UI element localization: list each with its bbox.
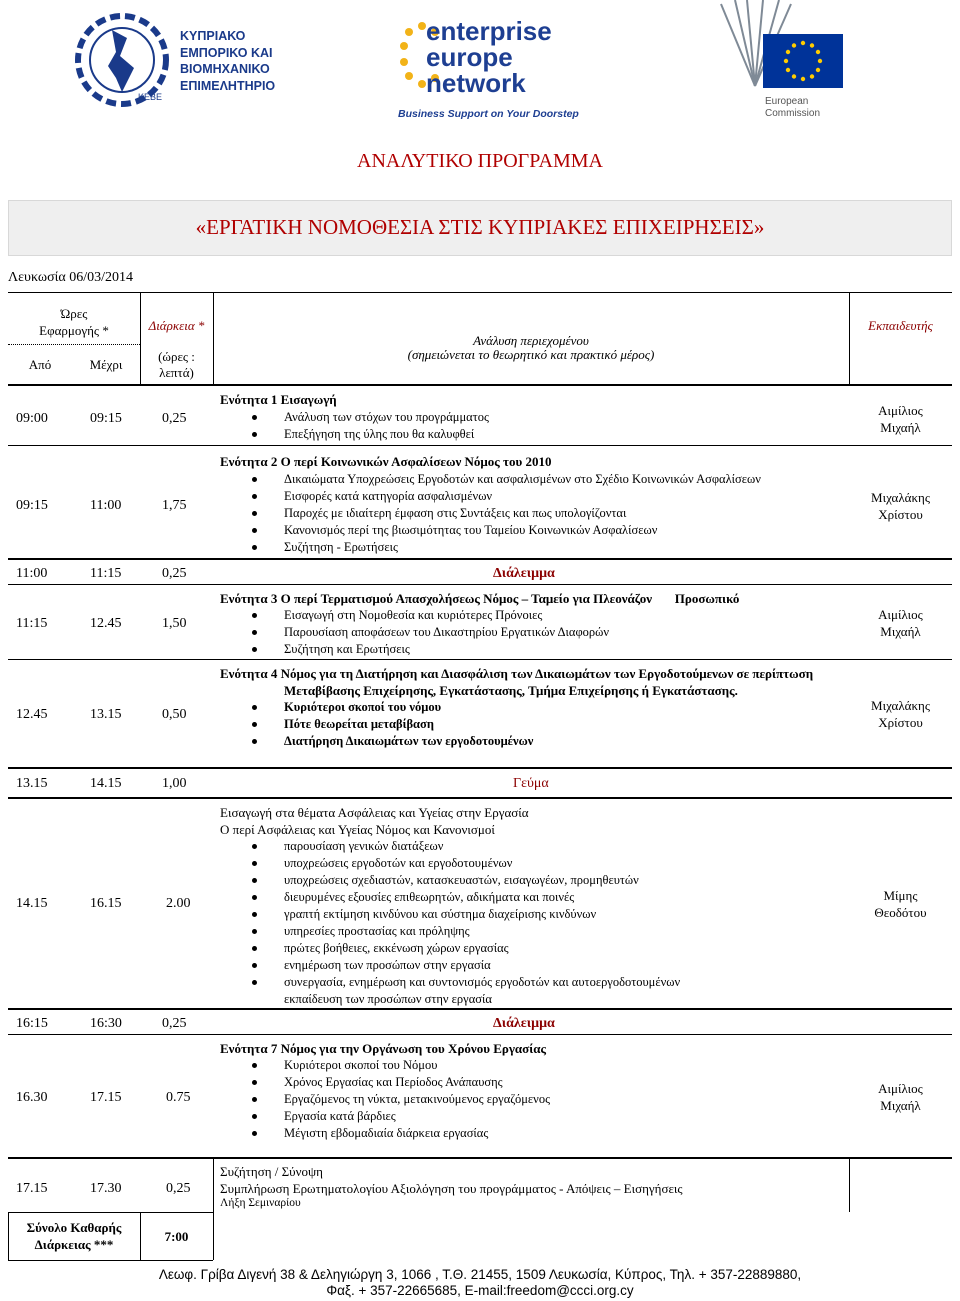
- row-duration: 0,25: [162, 1016, 187, 1031]
- duration-unit-2: λεπτά): [159, 365, 194, 380]
- row-items: [220, 471, 761, 556]
- row-line: Λήξη Σεμιναρίου: [220, 1197, 301, 1209]
- trainer-name: Χρίστου: [878, 715, 923, 730]
- content-header: Ανάλυση περιεχομένου: [473, 333, 589, 348]
- footer-address: Λεωφ. Γρίβα Διγενή 38 & Δεληγιώργη 3, 1066 , Τ.Θ. 21455, 1509 Λευκωσία, Κύπρος, Τηλ. + 357-22889880,: [158, 1267, 802, 1282]
- total-label-cont: Διάρκειας ***: [34, 1237, 114, 1252]
- row-from: 14.15: [16, 896, 48, 911]
- row-line: Συζήτηση / Σύνοψη: [220, 1164, 323, 1179]
- row-items: [220, 607, 609, 658]
- trainer-name: Χρίστου: [878, 507, 923, 522]
- row-duration: 0.75: [166, 1090, 191, 1105]
- row-to: 16.15: [90, 896, 122, 911]
- cci-logo: [72, 8, 312, 112]
- cci-name-line: ΒΙΟΜΗΧΑΝΙΚΟ: [180, 62, 270, 76]
- row-from: 11:00: [16, 566, 48, 581]
- list-item: υπηρεσίες προστασίας και πρόληψης: [220, 923, 680, 940]
- row-heading: Ενότητα 4 Νόμος για τη Διατήρηση και Διασφάλιση των Δικαιωμάτων των Εργοδοτούμενων σε περίπτωση: [220, 666, 814, 681]
- total-label: Σύνολο Καθαρής: [26, 1220, 122, 1235]
- row-duration: 0,50: [162, 707, 187, 722]
- application-header: Εφαρμογής *: [39, 323, 109, 338]
- row-duration: 0,25: [162, 411, 187, 426]
- row-items: [220, 699, 533, 750]
- row-heading-cont: Ο περί Ασφάλειας και Υγείας Νόμος και Κανονισμοί: [220, 822, 495, 837]
- row-line: Συμπλήρωση Ερωτηματολογίου Αξιολόγηση του προγράμματος - Απόψεις – Εισηγήσεις: [220, 1181, 683, 1196]
- list-item: διευρυμένες εξουσίες επιθεωρητών, αδικήματα και ποινές: [220, 889, 680, 906]
- row-heading-cont: Μεταβίβασης Επιχείρησης, Εγκατάστασης, Τμήμα Επιχείρησης ή Εγκατάστασης.: [284, 683, 738, 698]
- een-logo: [398, 12, 579, 130]
- break-label: Διάλειμμα: [493, 1016, 555, 1031]
- trainer-name: Αιμίλιος: [878, 403, 923, 418]
- list-item: Εισφορές κατά κατηγορία ασφαλισμένων: [220, 488, 761, 505]
- row-from: 09:15: [16, 498, 48, 513]
- row-from: 09:00: [16, 411, 48, 426]
- page-subtitle: «ΕΡΓΑΤΙΚΗ ΝΟΜΟΘΕΣΙΑ ΣΤΙΣ ΚΥΠΡΙΑΚΕΣ ΕΠΙΧΕΙΡΗΣΕΙΣ»: [195, 215, 765, 239]
- row-from: 16.30: [16, 1090, 48, 1105]
- row-duration: 1,00: [162, 776, 187, 791]
- trainer-name: Μιχαήλ: [880, 624, 921, 639]
- total-value: 7:00: [164, 1229, 189, 1244]
- ec-logo: [715, 0, 880, 126]
- row-heading: Ενότητα 2 Ο περί Κοινωνικών Ασφαλίσεων Νόμος του 2010: [220, 454, 552, 469]
- row-to: 12.45: [90, 616, 122, 631]
- row-to: 17.15: [90, 1090, 122, 1105]
- trainer-name: Μιχαλάκης: [871, 698, 930, 713]
- trainer-name: Αιμίλιος: [878, 607, 923, 622]
- row-heading: Ενότητα 7 Νόμος για την Οργάνωση του Χρόνου Εργασίας: [220, 1041, 547, 1056]
- list-item: Επεξήγηση της ύλης που θα καλυφθεί: [220, 426, 489, 443]
- content-header-note: (σημειώνεται το θεωρητικό και πρακτικό μέρος): [407, 347, 655, 362]
- trainer-name: Θεοδότου: [874, 905, 927, 920]
- list-item: Εισαγωγή στη Νομοθεσία και κυριότερες Πρόνοιες: [220, 607, 609, 624]
- list-item: Χρόνος Εργασίας και Περίοδος Ανάπαυσης: [220, 1074, 550, 1091]
- een-line: europe: [426, 42, 513, 72]
- list-item: Εργασία κατά βάρδιες: [220, 1108, 550, 1125]
- list-item: Κυριότεροι σκοποί του νόμου: [220, 699, 533, 716]
- trainer-name: Αιμίλιος: [878, 1081, 923, 1096]
- row-from: 12.45: [16, 707, 48, 722]
- list-item: Παροχές με ιδιαίτερη έμφαση στις Συντάξεις και πως υπολογίζονται: [220, 505, 761, 522]
- break-label: Διάλειμμα: [493, 566, 555, 581]
- list-item: Κυριότεροι σκοποί του Νόμου: [220, 1057, 550, 1074]
- list-item: υποχρεώσεις σχεδιαστών, κατασκευαστών, εισαγωγέων, προμηθευτών: [220, 872, 680, 889]
- trainer-header: Εκπαιδευτής: [868, 318, 933, 333]
- list-item: Συζήτηση και Ερωτήσεις: [220, 641, 609, 658]
- row-duration: 2.00: [166, 896, 191, 911]
- row-duration: 1,50: [162, 616, 187, 631]
- row-heading: Ενότητα 1 Εισαγωγή: [220, 392, 337, 407]
- row-duration: 0,25: [166, 1181, 191, 1196]
- from-header: Από: [28, 357, 52, 372]
- row-items: [220, 409, 489, 443]
- row-heading: Ενότητα 3 Ο περί Τερματισμού Απασχολήσεως Νόμος – Ταμείο για Πλεονάζον Προσωπικό: [220, 591, 740, 606]
- trainer-name: Μίμης: [883, 888, 918, 903]
- list-item: Πότε θεωρείται μεταβίβαση: [220, 716, 533, 733]
- hours-header: Ώρες: [60, 306, 88, 321]
- row-to: 11:00: [90, 498, 122, 513]
- list-item: Παρουσίαση αποφάσεων του Δικαστηρίου Εργατικών Διαφορών: [220, 624, 609, 641]
- ec-line: Commission: [765, 108, 821, 119]
- row-to: 16:30: [90, 1016, 122, 1031]
- row-duration: 0,25: [162, 566, 187, 581]
- footer-contact: Φαξ. + 357-22665685, E-mail:freedom@ccci.org.cy: [326, 1283, 634, 1298]
- list-item: παρουσίαση γενικών διατάξεων: [220, 838, 680, 855]
- list-item: συνεργασία, ενημέρωση και συντονισμός εργοδοτών και αυτοεργοδοτουμένων: [220, 974, 680, 991]
- list-item: Μέγιστη εβδομαδιαία διάρκεια εργασίας: [220, 1125, 550, 1142]
- footer: [0, 1267, 960, 1299]
- list-item: Δικαιώματα Υποχρεώσεις Εργοδοτών και ασφαλισμένων στο Σχέδιο Κοινωνικών Ασφαλίσεων: [220, 471, 761, 488]
- row-from: 16:15: [16, 1016, 48, 1031]
- row-to: 13.15: [90, 707, 122, 722]
- list-item: ενημέρωση των προσώπων στην εργασία: [220, 957, 680, 974]
- cci-name-line: ΚΥΠΡΙΑΚΟ: [180, 29, 246, 43]
- ec-line: European: [765, 96, 809, 107]
- row-duration: 1,75: [162, 498, 187, 513]
- list-item: γραπτή εκτίμηση κινδύνου και σύστημα διαχείρισης κινδύνων: [220, 906, 680, 923]
- svg-text:ΚΕΒΕ: ΚΕΒΕ: [138, 92, 163, 102]
- row-from: 11:15: [16, 616, 48, 631]
- row-items: [220, 1057, 550, 1142]
- row-items: [220, 838, 680, 991]
- list-item: Κανονισμός περί της βιωσιμότητας του Ταμείου Κοινωνικών Ασφαλίσεων: [220, 522, 761, 539]
- row-from: 17.15: [16, 1181, 48, 1196]
- list-item: Συζήτηση - Ερωτήσεις: [220, 539, 761, 556]
- to-header: Μέχρι: [89, 357, 123, 372]
- row-to: 14.15: [90, 776, 122, 791]
- trainer-name: Μιχαήλ: [880, 420, 921, 435]
- list-item: Εργαζόμενος τη νύκτα, μετακινούμενος εργαζόμενος: [220, 1091, 550, 1108]
- trainer-name: Μιχαήλ: [880, 1098, 921, 1113]
- date-line: Λευκωσία 06/03/2014: [8, 270, 134, 285]
- cci-seal-icon: [72, 8, 172, 112]
- list-item: Διατήρηση Δικαιωμάτων των εργοδοτουμένων: [220, 733, 533, 750]
- list-item: πρώτες βοήθειες, εκκένωση χώρων εργασίας: [220, 940, 680, 957]
- row-heading: Εισαγωγή στα θέματα Ασφάλειας και Υγείας στην Εργασία: [220, 805, 529, 820]
- list-item: υποχρεώσεις εργοδοτών και εργοδοτουμένων: [220, 855, 680, 872]
- row-to: 17.30: [90, 1181, 122, 1196]
- row-from: 13.15: [16, 776, 48, 791]
- een-line: enterprise: [426, 16, 552, 46]
- duration-unit-1: (ώρες :: [158, 349, 195, 364]
- cci-name-line: ΕΜΠΟΡΙΚΟ ΚΑΙ: [180, 45, 273, 60]
- row-to: 09:15: [90, 411, 122, 426]
- break-label: Γεύμα: [513, 776, 549, 791]
- trainer-name: Μιχαλάκης: [871, 490, 930, 505]
- row-to: 11:15: [90, 566, 122, 581]
- list-item-continued: εκπαίδευση των προσώπων στην εργασία: [284, 992, 492, 1006]
- duration-header: Διάρκεια *: [148, 318, 205, 333]
- page-title: ΑΝΑΛΥΤΙΚΟ ΠΡΟΓΡΑΜΜΑ: [357, 150, 603, 172]
- list-item: Ανάλυση των στόχων του προγράμματος: [220, 409, 489, 426]
- een-line: network: [426, 68, 526, 98]
- ec-building-icon: [715, 0, 880, 90]
- cci-name-line: ΕΠΙΜΕΛΗΤΗΡΙΟ: [180, 78, 276, 93]
- een-tagline: Business Support on Your Doorstep: [398, 108, 579, 120]
